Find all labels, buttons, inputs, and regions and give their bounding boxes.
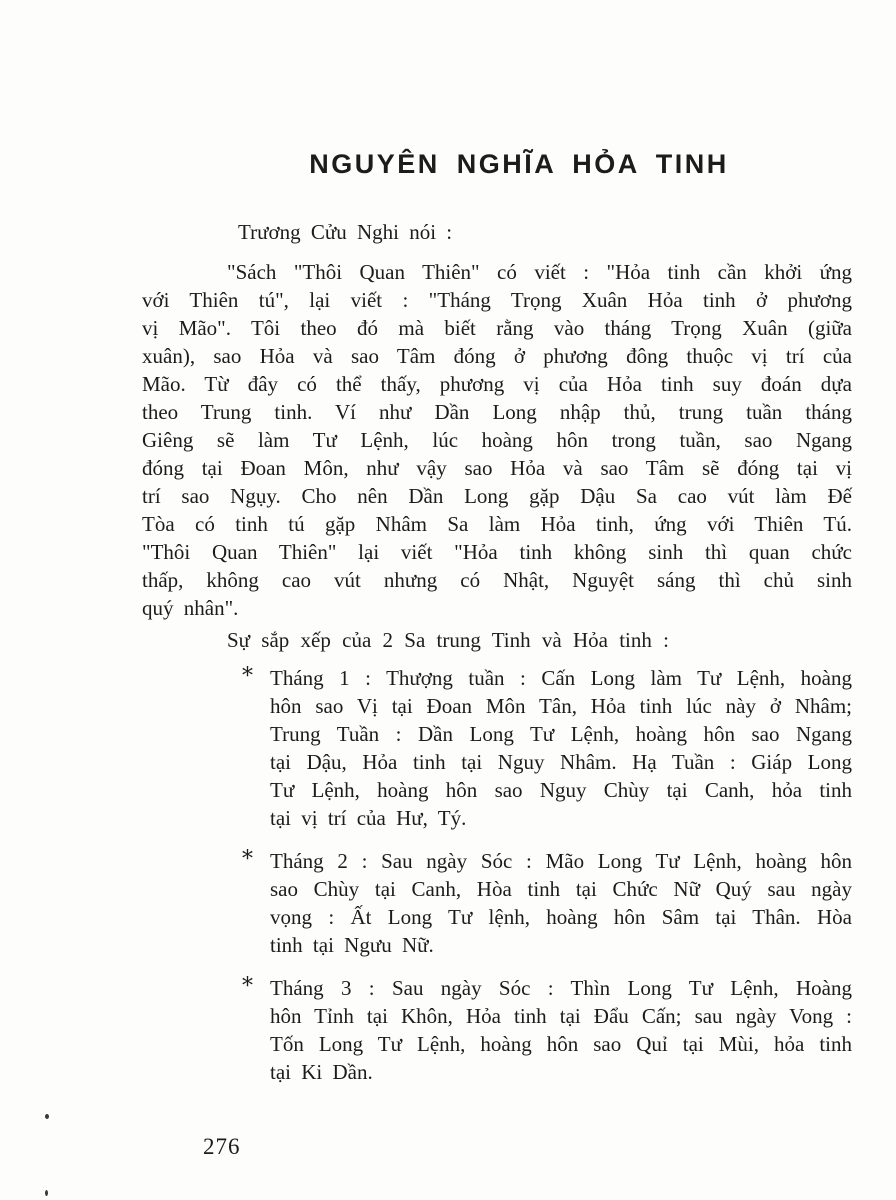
text-line: Mão. Từ đây có thể thấy, phương vị của Hỏa tinh suy đoán dựa [142, 372, 852, 396]
text-line: theo Trung tinh. Ví như Dần Long nhập thủ, trung tuần tháng [142, 400, 852, 424]
text-line: vọng : Ất Long Tư lệnh, hoàng hôn Sâm tại Thân. Hòa [270, 905, 852, 929]
text-line: Giêng sẽ làm Tư Lệnh, lúc hoàng hôn trong tuần, sao Ngang [142, 428, 852, 452]
page-number: 276 [203, 1134, 241, 1159]
text-line: vị Mão". Tôi theo đó mà biết rằng vào tháng Trọng Xuân (giữa [142, 316, 852, 340]
bullet-text [270, 974, 852, 1086]
list-item [142, 974, 852, 1086]
scan-speck [45, 1114, 49, 1119]
main-paragraph [142, 258, 852, 622]
bullet-list [142, 664, 852, 1086]
text-line: Tháng 2 : Sau ngày Sóc : Mão Long Tư Lệnh, hoàng hôn [270, 849, 852, 873]
text-line: Tòa có tinh tú gặp Nhâm Sa làm Hỏa tinh, ứng với Thiên Tú. [142, 512, 852, 536]
text-line: tại Ki Dần. [270, 1060, 373, 1084]
bullet-text [270, 664, 852, 832]
text-line: tại Dậu, Hỏa tinh tại Nguy Nhâm. Hạ Tuần : Giáp Long [270, 750, 852, 774]
text-line: tinh tại Ngưu Nữ. [270, 933, 434, 957]
text-line: Tốn Long Tư Lệnh, hoàng hôn sao Quỉ tại Mùi, hỏa tinh [270, 1032, 852, 1056]
text-line: với Thiên tú", lại viết : "Tháng Trọng Xuân Hỏa tinh ở phương [142, 288, 852, 312]
bullet-asterisk-icon: * [242, 847, 253, 872]
text-line: hôn Tỉnh tại Khôn, Hỏa tinh tại Đẩu Cấn; sau ngày Vong : [270, 1004, 852, 1028]
text-line: tại vị trí của Hư, Tý. [270, 806, 467, 830]
text-line: "Thôi Quan Thiên" lại viết "Hỏa tinh không sinh thì quan chức [142, 540, 852, 564]
list-item [142, 664, 852, 832]
text-line: Tư Lệnh, hoàng hôn sao Nguy Chùy tại Canh, hỏa tinh [270, 778, 852, 802]
text-line: Tháng 1 : Thượng tuần : Cấn Long làm Tư Lệnh, hoàng [270, 666, 852, 690]
text-line: "Sách "Thôi Quan Thiên" có viết : "Hỏa tinh cần khởi ứng [227, 260, 852, 284]
scan-speck [45, 1190, 48, 1196]
page-title: NGUYÊN NGHĨA HỎA TINH [309, 149, 729, 179]
text-line: Tháng 3 : Sau ngày Sóc : Thìn Long Tư Lệnh, Hoàng [270, 976, 852, 1000]
text-line: quý nhân". [142, 596, 239, 620]
text-line: sao Chùy tại Canh, Hòa tinh tại Chức Nữ Quý sau ngày [270, 877, 852, 901]
text-line: đóng tại Đoan Môn, như vậy sao Hỏa và sao Tâm sẽ đóng tại vị [142, 456, 852, 480]
text-line: Trung Tuần : Dần Long Tư Lệnh, hoàng hôn sao Ngang [270, 722, 852, 746]
bullet-asterisk-icon: * [242, 974, 253, 999]
text-line: hôn sao Vị tại Đoan Môn Tân, Hỏa tinh lúc này ở Nhâm; [270, 694, 852, 718]
list-item [142, 847, 852, 959]
text-line: trí sao Ngụy. Cho nên Dần Long gặp Dậu Sa cao vút làm Đế [142, 484, 852, 508]
text-line: thấp, không cao vút nhưng có Nhật, Nguyệt sáng thì chủ sinh [142, 568, 852, 592]
bullet-text [270, 847, 852, 959]
bullet-asterisk-icon: * [242, 664, 253, 689]
intro-line: Trương Cửu Nghi nói : [238, 220, 453, 244]
list-intro-line: Sự sắp xếp của 2 Sa trung Tinh và Hỏa tinh : [227, 628, 669, 652]
text-line: xuân), sao Hỏa và sao Tâm đóng ở phương đông thuộc vị trí của [142, 344, 852, 368]
